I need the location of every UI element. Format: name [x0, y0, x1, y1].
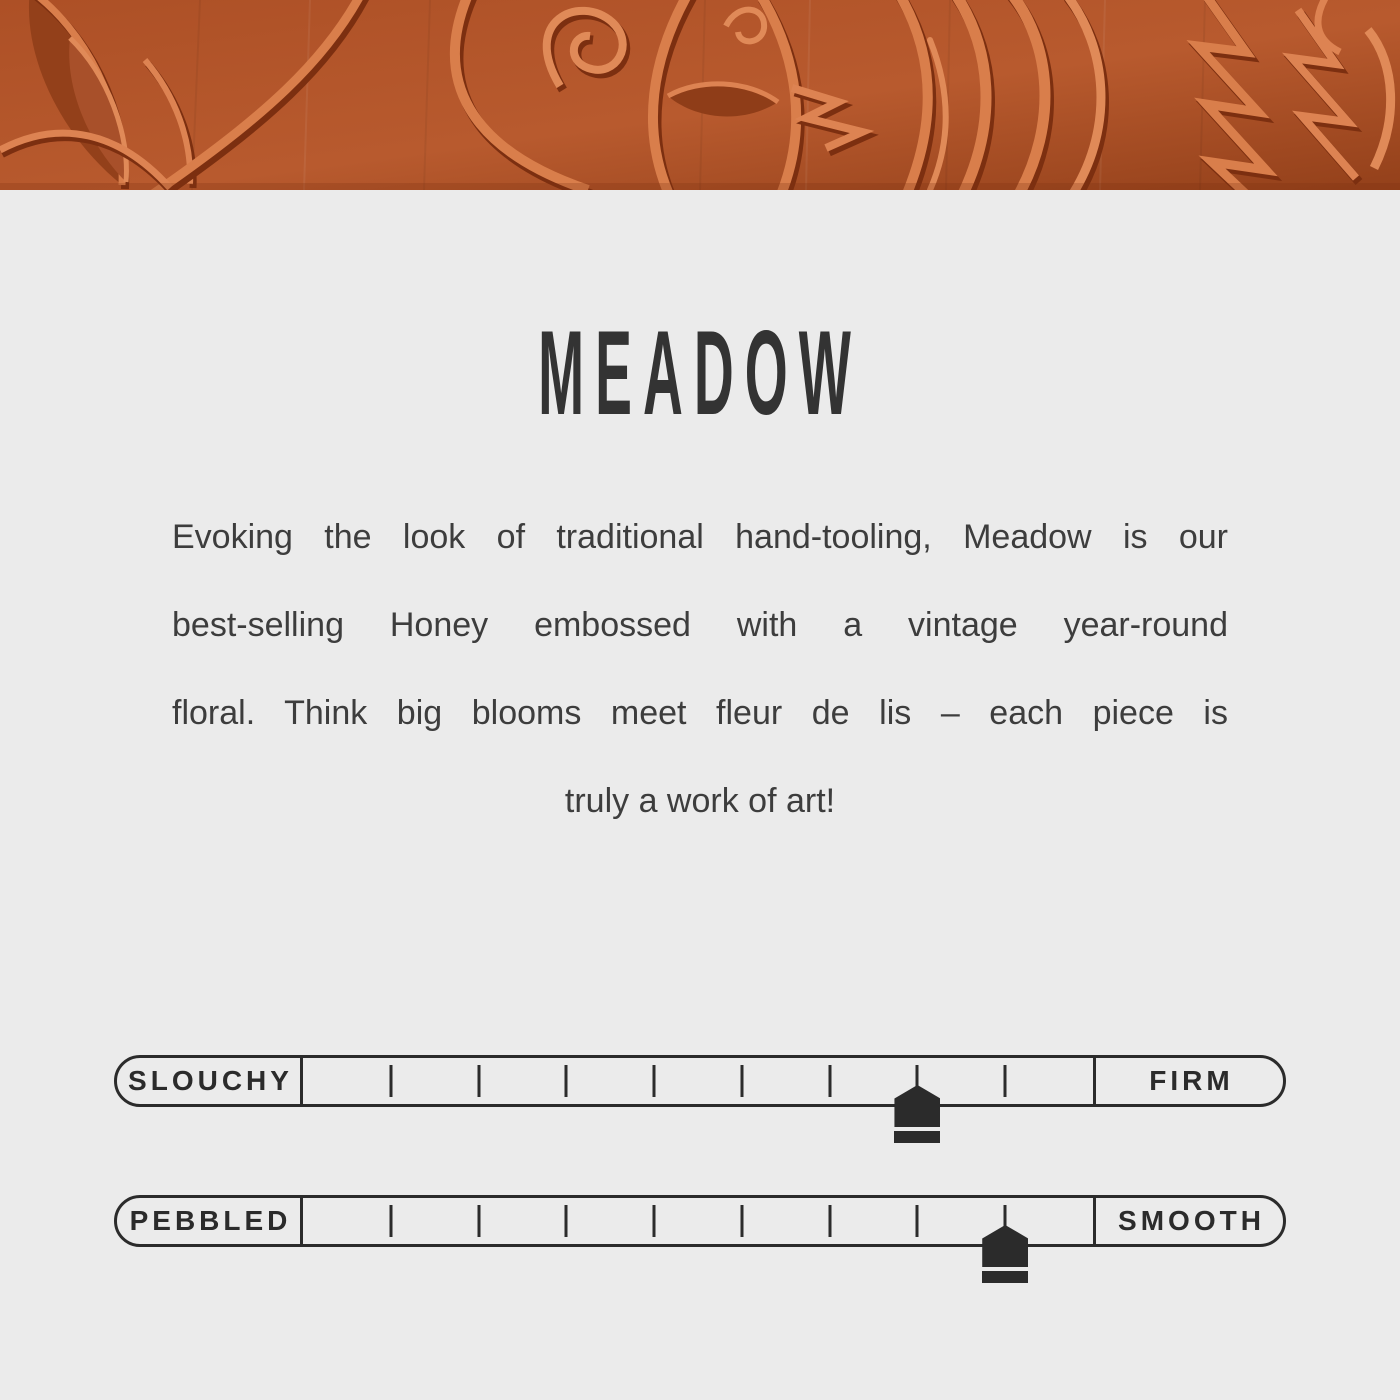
marker-head-icon: [894, 1085, 940, 1127]
leather-texture-banner: [0, 0, 1400, 190]
description-line: truly a work of art!: [564, 782, 836, 820]
marker-strip: [894, 1131, 940, 1143]
scale-left-section: [117, 1058, 303, 1104]
scale-right-section: [1093, 1198, 1283, 1244]
tick-mark: [653, 1205, 656, 1237]
tick-mark: [565, 1205, 568, 1237]
scale-left-label: PEBBLED: [129, 1205, 292, 1236]
pebbled-smooth-scale: [114, 1195, 1286, 1247]
slider-marker-handle[interactable]: [894, 1085, 940, 1143]
tick-mark: [653, 1065, 656, 1097]
scale-left-section: [117, 1198, 303, 1244]
description-paragraph: [172, 493, 1228, 845]
scale-left-label: SLOUCHY: [128, 1065, 293, 1096]
scale-right-label: FIRM: [1149, 1065, 1234, 1096]
tick-mark: [477, 1065, 480, 1097]
tick-mark: [389, 1205, 392, 1237]
description-line: Evoking the look of traditional hand-tooling, Meadow is our: [172, 518, 1228, 556]
slider-track: [303, 1198, 1093, 1244]
leather-texture-art: [0, 0, 1400, 190]
tick-mark: [740, 1205, 743, 1237]
tick-mark: [477, 1205, 480, 1237]
tick-mark: [828, 1065, 831, 1097]
tick-mark: [828, 1205, 831, 1237]
tick-mark: [1004, 1065, 1007, 1097]
scale-right-section: [1093, 1058, 1283, 1104]
slider-track: [303, 1058, 1093, 1104]
tick-mark: [389, 1065, 392, 1097]
scale-right-label: SMOOTH: [1118, 1205, 1265, 1236]
tick-mark: [565, 1065, 568, 1097]
tick-mark: [916, 1205, 919, 1237]
description-line: best-selling Honey embossed with a vintage year-round: [172, 606, 1228, 644]
description-line: floral. Think big blooms meet fleur de lis – each piece is: [172, 694, 1228, 732]
slouchy-firm-scale: [114, 1055, 1286, 1107]
tick-mark: [740, 1065, 743, 1097]
marker-head-icon: [982, 1225, 1028, 1267]
attribute-scales: [0, 1055, 1400, 1247]
page-title: MEADOW: [538, 306, 862, 440]
slider-marker-handle[interactable]: [982, 1225, 1028, 1283]
marker-strip: [982, 1271, 1028, 1283]
